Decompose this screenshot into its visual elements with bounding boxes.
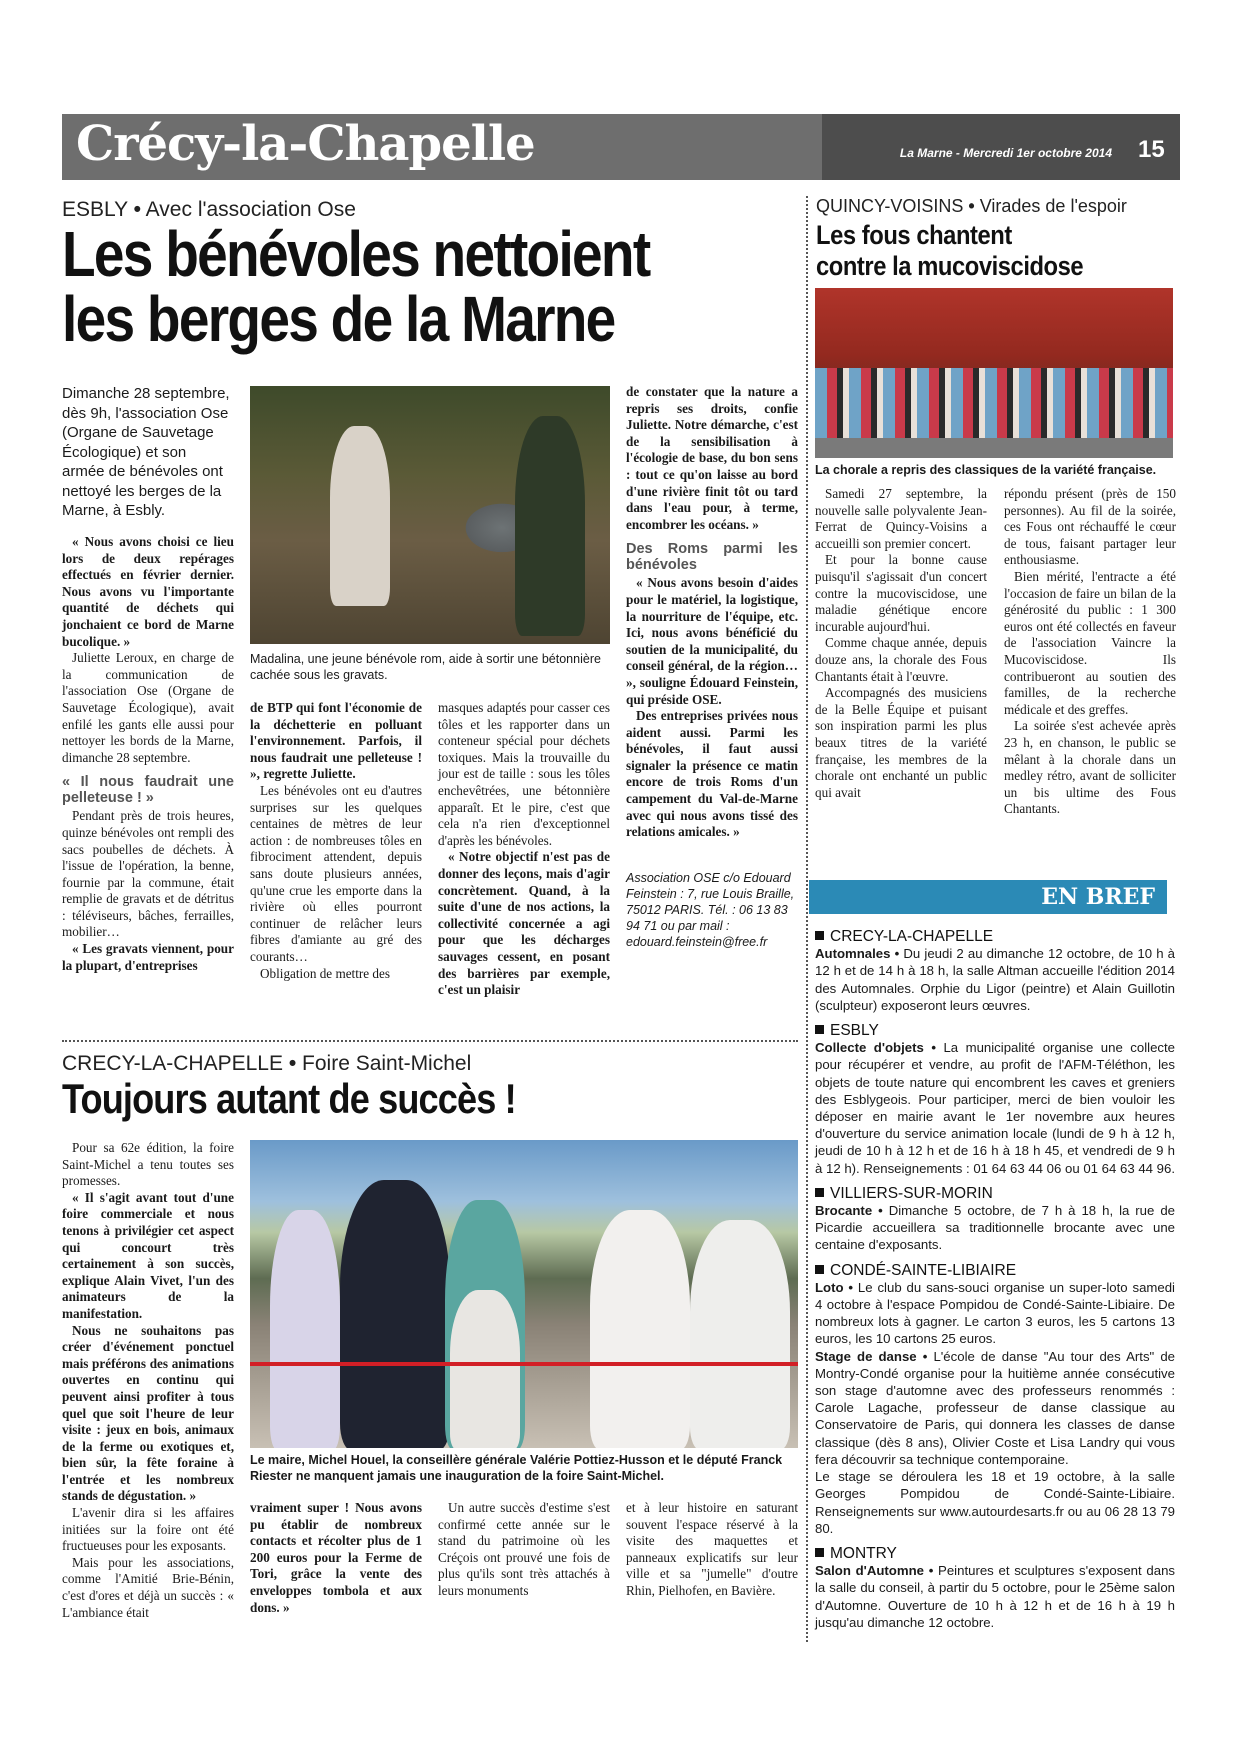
article3-col3 (438, 1500, 610, 1600)
brief-lead: Collecte d'objets (815, 1040, 924, 1056)
page-number: 15 (1138, 136, 1165, 163)
brief-lead: Automnales (815, 946, 891, 962)
paragraph: Pour sa 62e édition, la foire Saint-Michel a tenu toutes ses promesses. (62, 1140, 234, 1189)
paragraph: Mais pour les associations, comme l'Amitié Brie-Bénin, c'est d'ores et déjà un succès : « L'ambiance était (62, 1554, 234, 1620)
article1-signature: Association OSE c/o Edouard Feinstein : 7, rue Louis Braille, 75012 PARIS. Tél. : 06 13 83 94 71 ou par mail : edouard.feinstein@free.fr (626, 871, 795, 949)
article2-headline (816, 220, 1150, 282)
paragraph: et à leur histoire en saturant souvent l'espace réservé à la visite des maquettes et panneaux explicatifs sur leur ville et sa "jumelle" d'outre Rhin, Pielhofen, en Bavière. (626, 1500, 798, 1598)
brief-item: CRECY-LA-CHAPELLE Automnales • Du jeudi 2 au dimanche 12 octobre, de 10 h à 12 h et de 14 h à 18 h, la salle Altman accueille l'édition 2014 des Automnales. Orphie du Ligor (peintre) et Alain Guillotin (sculpteur) exposeront leurs œuvres. (815, 928, 1175, 1013)
article3-col1 (62, 1140, 234, 1621)
brief-lead: Salon d'Automne (815, 1563, 924, 1579)
paragraph: « Il s'agit avant tout d'une foire commerciale et nous tenons à privilégier cet aspect qui concourt très certainement à son succès, explique Alain Vivet, l'un des animateurs de la manifestation. (62, 1189, 234, 1321)
brief-location: VILLIERS-SUR-MORIN (815, 1185, 1175, 1202)
paragraph: Obligation de mettre des (260, 965, 391, 981)
brief-text: Peintures et sculptures s'exposent dans la salle du conseil, à partir du 5 octobre, pour le 25ème salon d'Automne. Ouverture de 10 h à 12 h et de 16 h à 19 h jusqu'au dimanche 12 octobre. (815, 1563, 1175, 1630)
kicker-place: QUINCY-VOISINS (816, 196, 964, 216)
paragraph: L'avenir dira si les affaires initiées sur la foire ont été fructueuses pour les exposants. (62, 1505, 234, 1554)
paragraph: Samedi 27 septembre, la nouvelle salle polyvalente Jean-Ferrat de Quincy-Voisins a accueilli son premier concert. (815, 486, 987, 551)
paragraph: « Nous avons choisi ce lieu lors de deux repérages effectués en février dernier. Nous avons vu l'importante quantité de déchets qui jonchaient ce bord de Marne bucolique. » (62, 534, 234, 649)
paragraph: de BTP qui font l'économie de la déchetterie en polluant l'environnement. Parfois, il nous faudrait une pelleteuse ! », regrette Juliette. (250, 700, 422, 782)
brief-item: MONTRY Salon d'Automne • Peintures et sculptures s'exposent dans la salle du conseil, à partir du 5 octobre, pour le 25ème salon d'Automne. Ouverture de 10 h à 12 h et de 16 h à 19 h jusqu'au dimanche 12 octobre. (815, 1544, 1175, 1630)
kicker-separator: • (288, 1052, 297, 1075)
article2-col2 (1004, 486, 1176, 818)
article1-lede: Dimanche 28 septembre, dès 9h, l'association Ose (Organe de Sauvetage Écologique) et son armée de bénévoles ont nettoyé les berges de la Marne, à Esbly. (62, 385, 230, 519)
paragraph: Un autre succès d'estime s'est confirmé cette année sur le stand du patrimoine où les Créçois ont prouvé une fois de plus qu'ils sont très attachés à leurs monuments (438, 1500, 610, 1598)
brief-text: Le stage se déroulera les 18 et 19 octobre, à la salle Georges Pompidou de Condé-Sainte-Libiaire. Renseignements sur www.autourdesarts.fr ou au 06 28 13 79 80. (815, 1469, 1175, 1536)
article1-col3 (438, 700, 610, 999)
article3-photo-caption: Le maire, Michel Houel, la conseillère générale Valérie Pottiez-Husson et le député Franck Riester ne manquent jamais une inauguration de la foire Saint-Michel. (250, 1453, 783, 1483)
paragraph: Et pour la bonne cause puisqu'il s'agissait d'un concert contre la mucoviscidose, une maladie génétique encore incurable aujourd'hui. (815, 552, 987, 634)
brief-item: VILLIERS-SUR-MORIN Brocante • Dimanche 5 octobre, de 7 h à 18 h, la rue de Picardie accueillera sa traditionnelle brocante avec une centaine d'exposants. (815, 1184, 1175, 1253)
brief-text: Dimanche 5 octobre, de 7 h à 18 h, la rue de Picardie accueillera sa traditionnelle brocante avec une centaine d'exposants. (815, 1203, 1175, 1253)
headline-line: Les fous chantent (816, 220, 1012, 250)
article-divider (62, 1040, 798, 1042)
inauguration-photo (250, 1140, 798, 1448)
article3-kicker (62, 1052, 471, 1076)
article1-headline (62, 218, 716, 356)
brief-item: CONDÉ-SAINTE-LIBIAIRE Loto • Le club du sans-souci organise un super-loto samedi 4 octobre à l'espace Pompidou de Condé-Sainte-Libiaire. De nombreux lots à gagner. Le carton 3 euros, les 5 cartons 13 euros, les 10 cartons 25 euros. Stage de danse • L'école de danse "Au tour des Arts" de Montry-Condé organise pour la huitième année consécutive son stage d'automne avec des professeurs renommés : Carole Lagache, professeur de danse classique au Conservatoire de Paris, qui donnera les classes de danse classique (dès 8 ans), Olivier Coste et Lisa Landry qui vous fera découvrir sa technique contemporaine. Le stage se déroulera les 18 et 19 octobre, à la salle Georges Pompidou de Condé-Sainte-Libiaire. Renseignements sur www.autourdesarts.fr ou au 06 28 13 79 80. (815, 1261, 1175, 1536)
paragraph: « Les gravats viennent, pour la plupart, d'entreprises (62, 941, 234, 973)
article3-col4 (626, 1500, 798, 1600)
volunteers-photo (250, 386, 610, 644)
brief-lead: Brocante (815, 1203, 873, 1219)
brief-text: L'école de danse "Au tour des Arts" de Montry-Condé organise pour la huitième année consécutive son stage d'automne avec des professeurs renommés : Carole Lagache, professeur de danse classique au Conservatoire de Paris, qui donnera les classes de danse classique (dès 8 ans), Olivier Coste et Lisa Landry qui vous fera découvrir sa technique contemporaine. (815, 1348, 1175, 1467)
brief-text: Du jeudi 2 au dimanche 12 octobre, de 10 h à 12 h et de 14 h à 18 h, la salle Altman accueille l'édition 2014 des Automnales. Orphie du Ligor (peintre) et Alain Guillotin (sculpteur) exposeront leurs œuvres. (815, 946, 1175, 1013)
paragraph: Nous ne souhaitons pas créer d'événement ponctuel mais préférons des animations ouvertes en continu qui peuvent ainsi profiter à tous quel que soit l'heure de leur visite : jeux en bois, animaux de la ferme ou exotiques et, bien sûr, la fête foraine à l'entrée et les nombreux stands de dégustation. » (62, 1322, 234, 1504)
article3-col2 (250, 1500, 422, 1616)
brief-lead: Loto (815, 1279, 844, 1295)
paragraph: Pendant près de trois heures, quinze bénévoles ont rempli des sacs poubelles de déchets. À l'issue de l'opération, la benne, fournie par la commune, était remplie de gravats et de détritus : téléviseurs, bâches, ferrailles, mobilier… (62, 808, 234, 940)
paragraph: Comme chaque année, depuis douze ans, la chorale des Fous Chantants était à l'œuvre. (815, 635, 987, 684)
article2-kicker (816, 196, 1127, 217)
kicker-separator: • (133, 198, 141, 221)
headline-line: Les bénévoles nettoient (62, 218, 650, 290)
choir-photo (815, 288, 1173, 458)
brief-text: Le club du sans-souci organise un super-loto samedi 4 octobre à l'espace Pompidou de Condé-Sainte-Libiaire. De nombreux lots à gagner. Le carton 3 euros, les 5 cartons 13 euros, les 10 cartons 25 euros. (815, 1279, 1175, 1347)
article1-col1 (62, 534, 234, 974)
paragraph: « Notre objectif n'est pas de donner des leçons, mais d'agir concrètement. Quand, à la suite d'une de nos actions, la collectivité concernée a agi pour que les décharges sauvages cessent, en posant des barrières par exemple, c'est un plaisir (438, 849, 610, 998)
paragraph: « Nous avons besoin d'aides pour le matériel, la logistique, la nourriture de l'équipe, etc. Ici, nous avons bénéficié du soutien de la municipalité, du conseil général, de la région… », souligne Édouard Feinstein, qui préside OSE. (626, 575, 798, 707)
paragraph: Juliette Leroux, en charge de la communication de l'association Ose (Organe de Sauvetage Écologique), avait enfilé les gants elle aussi pour nettoyer les bords de la Marne, dimanche 28 septembre. (62, 650, 234, 765)
en-bref-banner (809, 880, 1167, 914)
kicker-topic: Virades de l'espoir (979, 196, 1127, 216)
article1-col4 (626, 384, 798, 841)
article2-photo-caption: La chorale a repris des classiques de la variété française. (815, 463, 1157, 477)
issue-date: La Marne - Mercredi 1er octobre 2014 (899, 146, 1112, 160)
intertitle: « Il nous faudrait une pelleteuse ! » (62, 774, 234, 807)
brief-location: CONDÉ-SAINTE-LIBIAIRE (815, 1262, 1175, 1279)
paragraph: vraiment super ! Nous avons pu établir de nombreux contacts et récolter plus de 1 200 euros pour la Ferme de Tori, grâce la vente des enveloppes tombola et aux dons. » (250, 1500, 422, 1615)
paragraph: Les bénévoles ont eu d'autres surprises sur les quelques centaines de mètres de leur action : de nombreuses tôles en fibrociment attendent, depuis sans doute plusieurs années, qu'une crue les emporte dans la rivière où elles pourront continuer de relâcher leurs fibres d'amiante au gré des courants… (250, 782, 422, 964)
kicker-place: ESBLY (62, 198, 128, 221)
brief-location: MONTRY (815, 1545, 1175, 1562)
brief-lead: Stage de danse (815, 1348, 917, 1364)
kicker-separator: • (968, 196, 975, 216)
paragraph: répondu présent (près de 150 personnes). Au fil de la soirée, ces Fous ont réchauffé le cœur de tous, faisant partager leur enthousiasme. (1004, 486, 1176, 568)
headline-line: contre la mucoviscidose (816, 251, 1084, 281)
brief-location: CRECY-LA-CHAPELLE (815, 928, 1175, 945)
article1-photo-caption: Madalina, une jeune bénévole rom, aide à sortir une bétonnière cachée sous les gravats. (250, 652, 601, 682)
paragraph: masques adaptés pour casser ces tôles et les rapporter dans un conteneur spécial pour déchets toxiques. Mais la trouvaille du jour est de taille : sous les tôles enchevêtrées, une bétonnière apparaît. Et le pire, c'est que cela n'a rien d'exceptionnel d'après les bénévoles. (438, 700, 610, 848)
paragraph: de constater que la nature a repris ses droits, confie Juliette. Notre démarche, c'est de la sensibilisation à l'écologie de base, du bon sens : tout ce qu'on laisse au bord d'une rivière finit tôt ou tard dans l'eau pour, à terme, encombrer les océans. » (626, 384, 798, 532)
brief-text: La municipalité organise une collecte pour récupérer et vendre, au profit de l'AFM-Téléthon, les objets de toute nature qui encombrent les caves et greniers des Esblygeois. Pour participer, merci de bien vouloir les déposer en mairie avant le 1er novembre aux heures d'ouverture du service animation locale (lundi de 9 h à 12 h, jeudi de 10 h à 12 h et de 16 h à 18 h 45, et vendredi de 9 h à 12 h). Renseignements : 01 64 63 44 06 ou 01 64 63 44 96. (815, 1040, 1176, 1176)
kicker-topic: Avec l'association Ose (145, 198, 356, 221)
column-divider (806, 196, 808, 1642)
headline-line: les berges de la Marne (62, 283, 615, 356)
paragraph: Accompagnés des musiciens de la Belle Équipe et puisant son inspiration parmi les plus beaux titres de la variété française, les membres de la chorale ont enchanté un public qui avait (815, 685, 987, 800)
paragraph: Bien mérité, l'entracte a été l'occasion de faire un bilan de la générosité du public : 1 300 euros ont été collectés en faveur de l'association Vaincre la Mucoviscidose. Ils contribueront au soutien des familles, de la recherche médicale et des greffes. (1004, 568, 1176, 717)
article3-headline: Toujours autant de succès ! (62, 1075, 516, 1122)
paragraph: Des entreprises privées nous aident aussi. Parmi les bénévoles, il faut aussi signaler la présence ce matin encore de trois Roms d'un campement du Val-de-Marne avec qui nous avons tissé des relations amicales. » (626, 708, 798, 840)
en-bref-title: EN BREF (1041, 884, 1155, 910)
article2-col1 (815, 486, 987, 801)
brief-item: ESBLY Collecte d'objets • La municipalité organise une collecte pour récupérer et vendre, au profit de l'AFM-Téléthon, les objets de toute nature qui encombrent les caves et greniers des Esblygeois. Pour participer, merci de bien vouloir les déposer en mairie avant le 1er novembre aux heures d'ouverture du service animation locale (lundi de 9 h à 12 h, jeudi de 10 h à 12 h et de 16 h à 18 h 45, et vendredi de 9 h à 12 h). Renseignements : 01 64 63 44 06 ou 01 64 63 44 96. (815, 1022, 1176, 1176)
kicker-place: CRECY-LA-CHAPELLE (62, 1052, 283, 1075)
brief-location: ESBLY (815, 1022, 1175, 1039)
article1-col2 (250, 700, 422, 982)
paragraph: La soirée s'est achevée après 23 h, en chanson, le public se mêlant à la chorale dans un medley rétro, avant de solliciter un bis ultime des Fous Chantants. (1004, 718, 1176, 817)
en-bref-list (815, 924, 1175, 1631)
section-title: Crécy-la-Chapelle (76, 116, 535, 172)
kicker-topic: Foire Saint-Michel (302, 1052, 472, 1075)
intertitle: Des Roms parmi les bénévoles (626, 541, 798, 574)
